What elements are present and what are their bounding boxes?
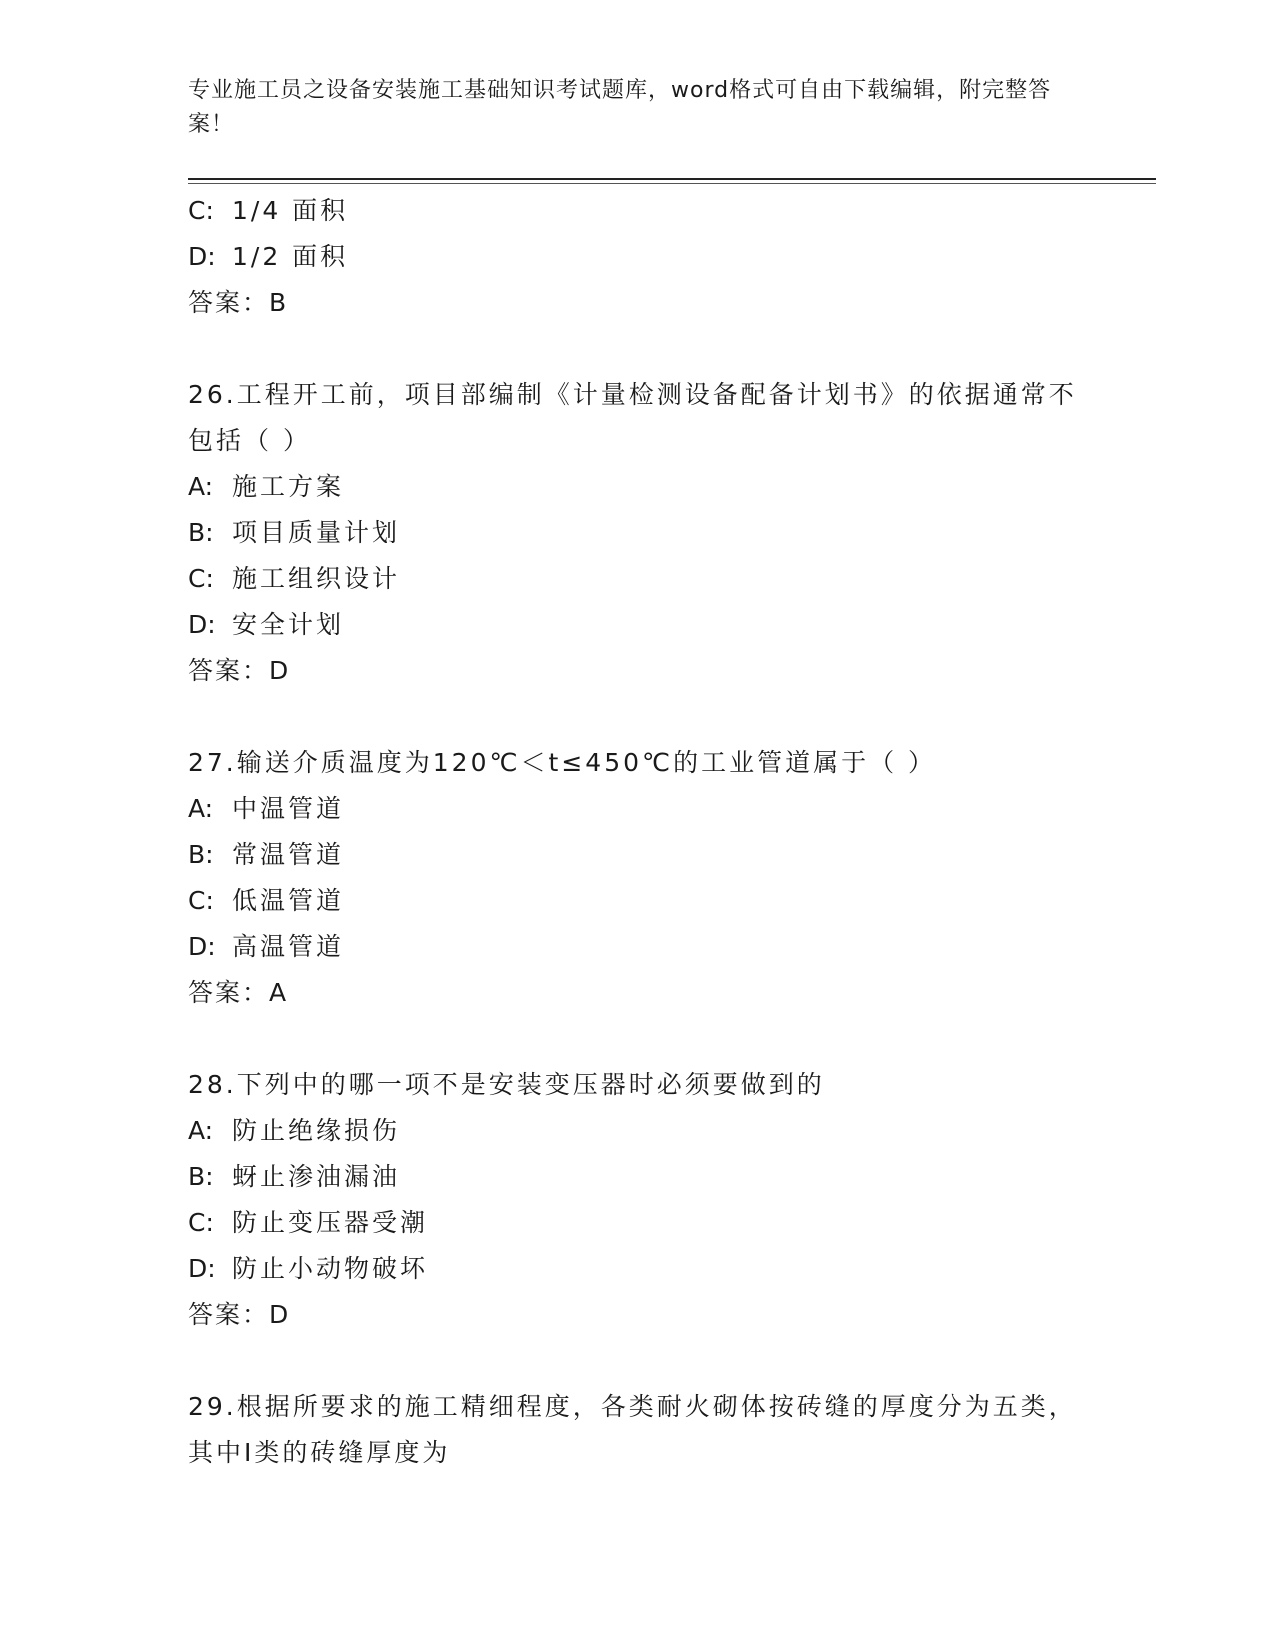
option-text: 中温管道 <box>232 794 345 823</box>
option-letter: D: <box>188 1254 216 1283</box>
option-text: 防止变压器受潮 <box>232 1208 429 1237</box>
option-text: 施工方案 <box>232 472 345 501</box>
option-d <box>188 602 1088 648</box>
option-b <box>188 832 1088 878</box>
option-text: 常温管道 <box>232 840 345 869</box>
answer-line: 答案：A <box>188 978 289 1007</box>
option-b <box>188 1154 1088 1200</box>
option-text: 防止小动物破坏 <box>232 1254 429 1283</box>
question-text: 26.工程开工前，项目部编制《计量检测设备配备计划书》的依据通常不包括（ ） <box>188 380 1077 455</box>
answer-line: 答案：D <box>188 1300 291 1329</box>
option-text: 1/4 面积 <box>232 196 349 225</box>
option-letter: C: <box>188 886 214 915</box>
option-d <box>188 924 1088 970</box>
header-divider-thick <box>188 178 1156 180</box>
option-c <box>188 1200 1088 1246</box>
header-divider-thin <box>188 183 1156 184</box>
option-text: 高温管道 <box>232 932 345 961</box>
option-letter: A: <box>188 1116 214 1145</box>
option-letter: C: <box>188 1208 214 1237</box>
option-text: 低温管道 <box>232 886 345 915</box>
answer-line: 答案：B <box>188 288 289 317</box>
option-letter: D: <box>188 932 216 961</box>
option-text: 项目质量计划 <box>232 518 401 547</box>
question-text: 27.输送介质温度为120℃＜t≤450℃的工业管道属于（ ） <box>188 748 937 777</box>
option-letter: D: <box>188 610 216 639</box>
option-letter: D: <box>188 242 216 271</box>
option-b <box>188 510 1088 556</box>
option-letter: B: <box>188 1162 214 1191</box>
option-d <box>188 234 1088 280</box>
option-letter: B: <box>188 518 214 547</box>
option-a <box>188 464 1088 510</box>
option-text: 施工组织设计 <box>232 564 401 593</box>
option-c <box>188 188 1088 234</box>
option-letter: C: <box>188 564 214 593</box>
option-text: 防止绝缘损伤 <box>232 1116 401 1145</box>
option-letter: C: <box>188 196 214 225</box>
option-text: 蚜止渗油漏油 <box>232 1162 401 1191</box>
option-a <box>188 786 1088 832</box>
option-c <box>188 556 1088 602</box>
option-text: 1/2 面积 <box>232 242 349 271</box>
answer-line: 答案：D <box>188 656 291 685</box>
question-text: 29.根据所要求的施工精细程度，各类耐火砌体按砖缝的厚度分为五类，其中Ⅰ类的砖缝厚度为 <box>188 1392 1077 1467</box>
spacer <box>188 1338 1088 1384</box>
question-text: 28.下列中的哪一项不是安装变压器时必须要做到的 <box>188 1070 825 1099</box>
option-letter: A: <box>188 472 214 501</box>
spacer <box>188 1016 1088 1062</box>
option-text: 安全计划 <box>232 610 345 639</box>
option-letter: A: <box>188 794 214 823</box>
option-a <box>188 1108 1088 1154</box>
document-header: 专业施工员之设备安装施工基础知识考试题库，word格式可自由下载编辑，附完整答案！ <box>188 78 1052 137</box>
option-letter: B: <box>188 840 214 869</box>
question-content <box>188 188 1088 1476</box>
spacer <box>188 326 1088 372</box>
spacer <box>188 694 1088 740</box>
option-d <box>188 1246 1088 1292</box>
option-c <box>188 878 1088 924</box>
